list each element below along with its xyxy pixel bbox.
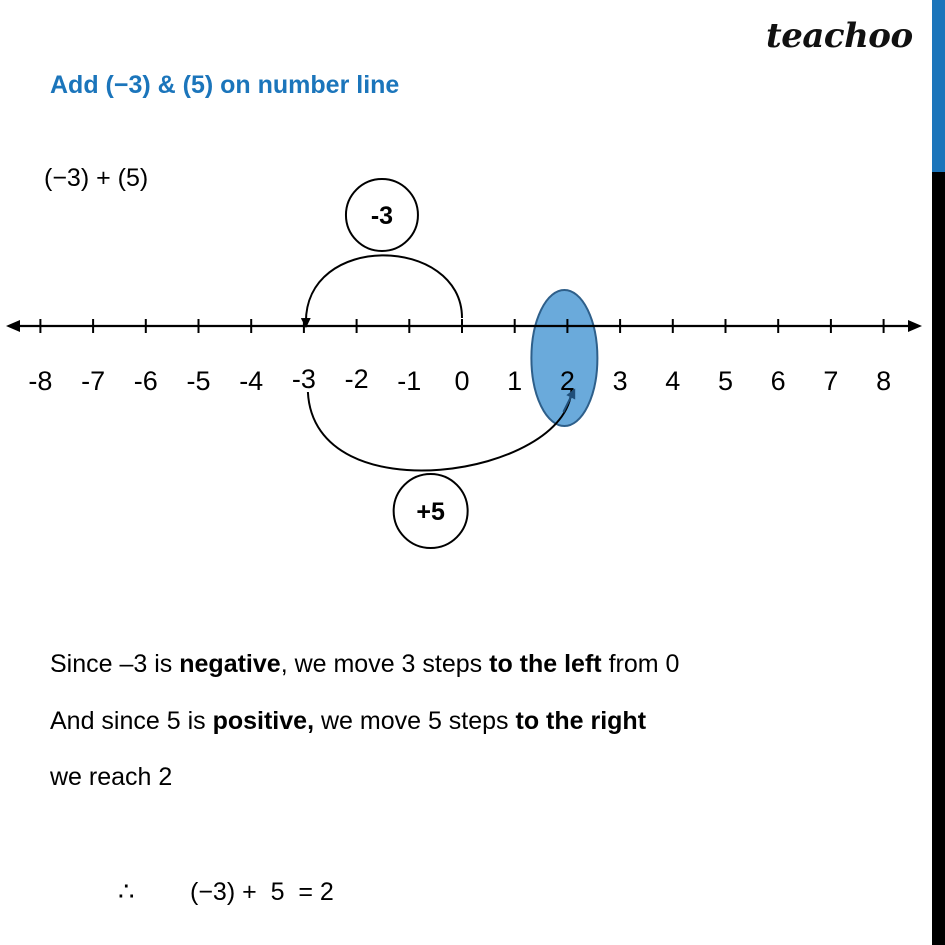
tick-label: 6 <box>770 366 786 396</box>
tick-label: 2 <box>559 366 575 396</box>
jump-arc-right <box>308 390 572 471</box>
tick-label: 0 <box>454 366 470 396</box>
tick-label: 4 <box>665 366 681 396</box>
tick-label: -4 <box>239 366 264 396</box>
explanation-line-1: Since –3 is negative, we move 3 steps to the left from 0 <box>50 650 680 678</box>
answer-highlight <box>531 290 597 426</box>
tick-label: -7 <box>81 366 106 396</box>
tick-label: 1 <box>507 366 523 396</box>
tick-label: -2 <box>344 364 369 394</box>
tick-label: -3 <box>291 364 316 394</box>
tick-label: 5 <box>717 366 734 396</box>
tick-label: 7 <box>823 366 839 396</box>
expression: (−3) + (5) <box>44 164 149 192</box>
conclusion-equation: (−3) + 5 = 2 <box>190 878 334 906</box>
axis-right-arrow <box>908 320 922 332</box>
explanation-line-2: And since 5 is positive, we move 5 steps to the right <box>50 707 647 735</box>
jump-label: -3 <box>370 202 394 230</box>
tick-label: -8 <box>28 366 53 396</box>
tick-label: -5 <box>186 366 211 396</box>
tick-label: 3 <box>612 366 628 396</box>
axis-left-arrow <box>6 320 20 332</box>
tick-label: -6 <box>133 366 158 396</box>
explanation-line-3: we reach 2 <box>50 763 173 791</box>
teachoo-logo: teachoo <box>766 16 913 56</box>
page-title: Add (−3) & (5) on number line <box>50 71 400 99</box>
tick-label: 8 <box>876 366 892 396</box>
therefore-symbol: ∴ <box>118 876 135 906</box>
jump-label: +5 <box>416 498 445 526</box>
tick-label: -1 <box>397 366 422 396</box>
jump-arc-left <box>306 255 462 324</box>
